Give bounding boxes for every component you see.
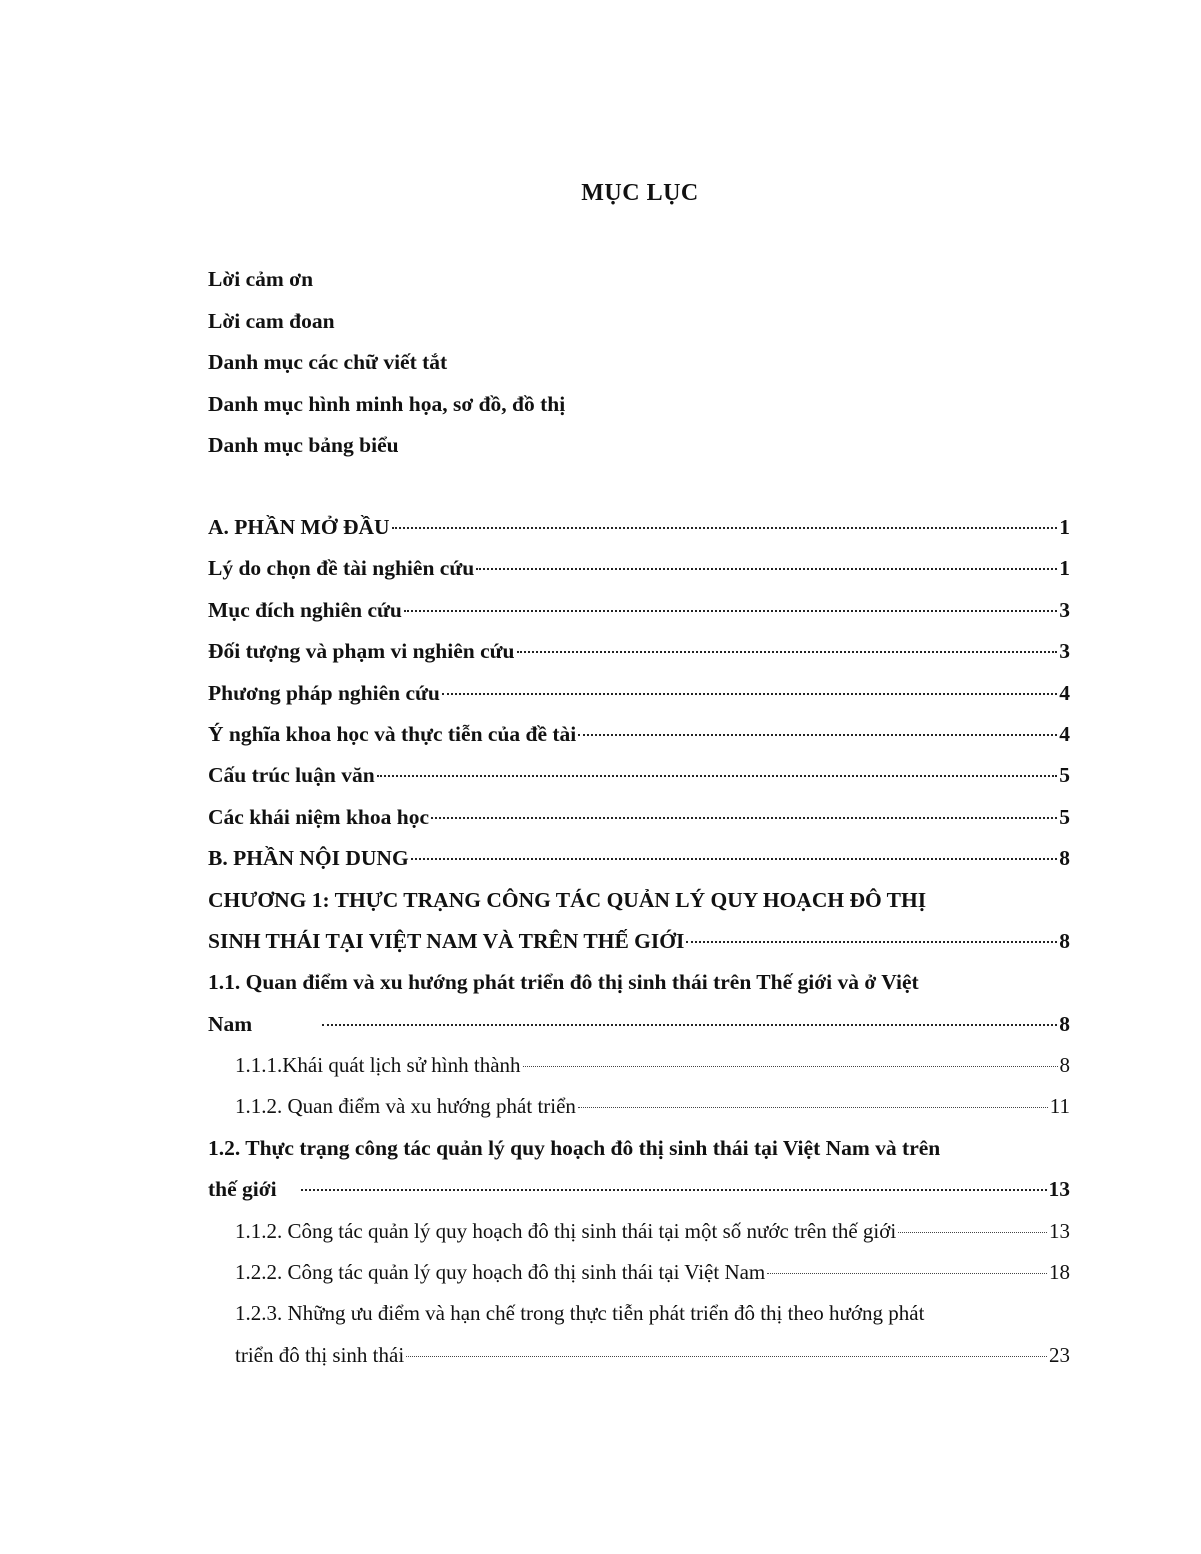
- toc-page-number: 13: [1048, 1177, 1070, 1202]
- dot-leader: [404, 610, 1057, 612]
- toc-entry-text: 1.1.2. Quan điểm và xu hướng phát triển: [235, 1094, 576, 1119]
- toc-entry-text: 1.2.3. Những ưu điểm và hạn chế trong thực tiễn phát triển đô thị theo hướng phát: [235, 1301, 925, 1326]
- front-matter-item: Danh mục bảng biểu: [208, 433, 399, 457]
- toc-entry-text: B. PHẦN NỘI DUNG: [208, 846, 409, 871]
- toc-subentry-line2: [208, 1337, 1070, 1378]
- toc-page-number: 13: [1049, 1218, 1070, 1243]
- toc-entry-line1: [208, 882, 1070, 923]
- toc-page-number: 5: [1059, 763, 1070, 788]
- dot-leader: [476, 568, 1057, 570]
- toc-page-number: 8: [1059, 928, 1070, 953]
- toc-entry-text: A. PHẦN MỞ ĐẦU: [208, 515, 390, 539]
- dot-leader: [431, 817, 1057, 819]
- toc-subentry: [208, 1254, 1070, 1295]
- toc-entry-line1: [208, 1130, 1070, 1171]
- toc-entry-text: SINH THÁI TẠI VIỆT NAM VÀ TRÊN THẾ GIỚI: [208, 928, 685, 953]
- toc-entry-text: 1.1.2. Công tác quản lý quy hoạch đô thị sinh thái tại một số nước trên thế giới: [235, 1218, 897, 1243]
- toc-entry-text: Đối tượng và phạm vi nghiên cứu: [208, 639, 515, 664]
- toc-entry-text: CHƯƠNG 1: THỰC TRẠNG CÔNG TÁC QUẢN LÝ QUY HOẠCH ĐÔ THỊ: [208, 887, 927, 912]
- toc-entry-text: Nam: [208, 1011, 253, 1036]
- toc-entry-text: Lý do chọn đề tài nghiên cứu: [208, 556, 475, 581]
- dot-leader: [517, 651, 1058, 653]
- dot-leader: [898, 1232, 1047, 1233]
- toc-entry-text: Các khái niệm khoa học: [208, 804, 430, 829]
- toc-subentry-line1: [208, 1295, 1070, 1336]
- dot-leader: [406, 1356, 1047, 1357]
- front-matter-item: Danh mục các chữ viết tắt: [208, 350, 448, 374]
- dot-leader: [322, 1024, 1057, 1026]
- toc-entry: [208, 799, 1070, 840]
- dot-leader: [523, 1066, 1058, 1067]
- toc-entry: [208, 757, 1070, 798]
- toc-entry-text: Cấu trúc luận văn: [208, 763, 375, 788]
- toc-subentry: [208, 1047, 1070, 1088]
- toc-page-number: 11: [1049, 1094, 1070, 1119]
- toc-entry-text: Mục đích nghiên cứu: [208, 597, 402, 622]
- front-matter-item: Lời cảm ơn: [208, 267, 314, 291]
- dot-leader: [686, 941, 1057, 943]
- toc-entry: [208, 550, 1070, 591]
- toc-entry: [208, 509, 1070, 550]
- front-matter-list: [208, 262, 1068, 470]
- toc-entry-text: 1.1. Quan điểm và xu hướng phát triển đô thị sinh thái trên Thế giới và ở Việt: [208, 970, 919, 995]
- dot-leader: [578, 1107, 1048, 1108]
- toc-entry-text: Phương pháp nghiên cứu: [208, 680, 440, 705]
- toc-page-number: 5: [1059, 804, 1070, 829]
- toc-entry-line2: [208, 923, 1070, 964]
- front-matter-item: Danh mục hình minh họa, sơ đồ, đồ thị: [208, 391, 566, 416]
- toc-page-number: 4: [1059, 680, 1070, 705]
- toc-entry-line2: [208, 1006, 1070, 1047]
- toc-entry-text: 1.2. Thực trạng công tác quản lý quy hoạch đô thị sinh thái tại Việt Nam và trên: [208, 1135, 941, 1160]
- table-of-contents: [208, 509, 1070, 1378]
- toc-entry-text: 1.1.1.Khái quát lịch sử hình thành: [235, 1053, 521, 1078]
- toc-entry: [208, 716, 1070, 757]
- front-matter-item: Lời cam đoan: [208, 308, 335, 333]
- toc-entry-text: Ý nghĩa khoa học và thực tiễn của đề tài: [208, 721, 577, 746]
- toc-entry-text: triển đô thị sinh thái: [235, 1342, 405, 1367]
- dot-leader: [411, 858, 1058, 860]
- dot-leader: [301, 1189, 1047, 1191]
- dot-leader: [767, 1273, 1047, 1274]
- toc-page-number: 8: [1059, 846, 1070, 871]
- dot-leader: [578, 734, 1057, 736]
- dot-leader: [442, 693, 1057, 695]
- toc-entry-text: thế giới: [208, 1177, 277, 1202]
- toc-entry-line2: [208, 1171, 1070, 1212]
- toc-entry: [208, 633, 1070, 674]
- toc-page-number: 1: [1059, 556, 1070, 581]
- toc-subentry: [208, 1088, 1070, 1129]
- toc-page-number: 3: [1059, 597, 1070, 622]
- toc-page-number: 18: [1049, 1260, 1070, 1285]
- toc-page-number: 8: [1059, 1053, 1070, 1078]
- toc-entry: [208, 840, 1070, 881]
- dot-leader: [392, 527, 1058, 529]
- toc-entry: [208, 592, 1070, 633]
- toc-entry-text: 1.2.2. Công tác quản lý quy hoạch đô thị sinh thái tại Việt Nam: [235, 1260, 766, 1285]
- toc-entry: [208, 675, 1070, 716]
- toc-subentry: [208, 1213, 1070, 1254]
- toc-page-number: 23: [1049, 1342, 1070, 1367]
- toc-entry-line1: [208, 964, 1070, 1005]
- dot-leader: [377, 775, 1058, 777]
- toc-page-number: 8: [1059, 1011, 1070, 1036]
- toc-page-number: 4: [1059, 721, 1070, 746]
- toc-page-number: 1: [1059, 515, 1070, 539]
- toc-page-number: 3: [1059, 639, 1070, 664]
- page-title: MỤC LỤC: [581, 180, 699, 206]
